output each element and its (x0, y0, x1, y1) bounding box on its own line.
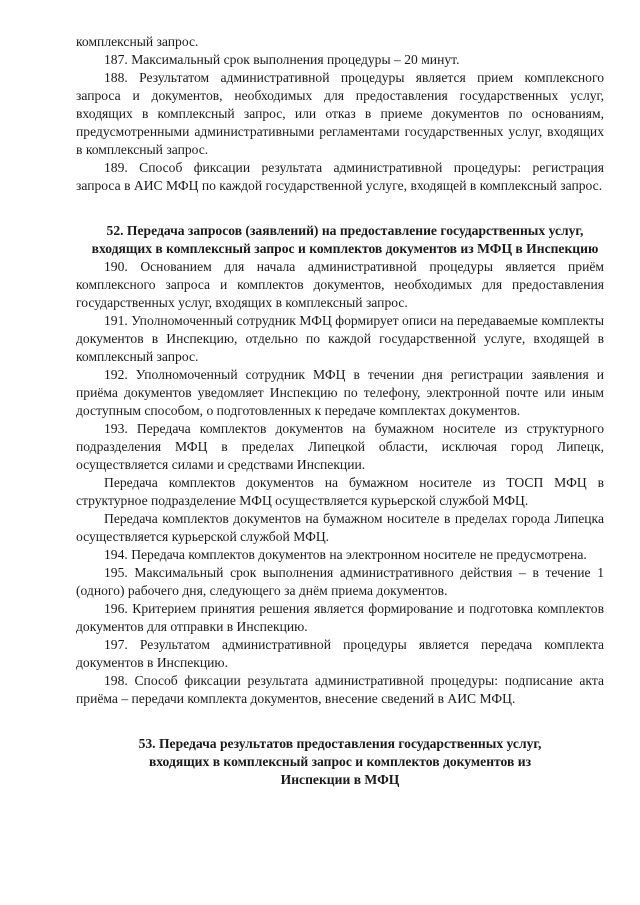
spacer (76, 195, 604, 222)
paragraph-189: 189. Способ фиксации результата административной процедуры: регистрация запроса в АИС МФЦ по каждой государственной услуге, входящей в комплексный запрос. (76, 160, 604, 193)
paragraph-lipetsk-delivery: Передача комплектов документов на бумажном носителе в пределах города Липецка осуществляется курьерской службой МФЦ. (76, 511, 604, 544)
section-heading-53: 53. Передача результатов предоставления государственных услуг, входящих в комплексный запрос и комплектов документов из Инспекции в МФЦ (138, 736, 542, 787)
paragraph-196: 196. Критерием принятия решения является формирование и подготовка комплектов документов для отправки в Инспекцию. (76, 601, 604, 634)
section-heading-52: 52. Передача запросов (заявлений) на предоставление государственных услуг, входящих в комплексный запрос и комплектов документов из МФЦ в Инспекцию (91, 223, 599, 256)
paragraph-continuation: комплексный запрос. (76, 34, 199, 49)
spacer (76, 708, 604, 735)
paragraph-tosp-delivery: Передача комплектов документов на бумажном носителе из ТОСП МФЦ в структурное подразделение МФЦ осуществляется курьерской службой МФЦ. (76, 475, 604, 508)
paragraph-188: 188. Результатом административной процедуры является прием комплексного запроса и документов, необходимых для предоставления государственных услуг, входящих в комплексный запрос, или отказ в приеме документов по основаниям, предусмотренными административными регламентами государственных услуг, входящих в комплексный запрос. (76, 70, 604, 157)
paragraph-195: 195. Максимальный срок выполнения административного действия – в течение 1 (одного) рабочего дня, следующего за днём приема документов. (76, 565, 604, 598)
paragraph-191: 191. Уполномоченный сотрудник МФЦ формирует описи на передаваемые комплекты документов в Инспекцию, отдельно по каждой государственной услуге, входящей в комплексный запрос. (76, 313, 604, 364)
paragraph-192: 192. Уполномоченный сотрудник МФЦ в течении дня регистрации заявления и приёма документов уведомляет Инспекцию по телефону, электронной почте или иным доступным способом, о подготовленных к передаче комплектах документов. (76, 367, 604, 418)
document-page (76, 33, 604, 789)
paragraph-190: 190. Основанием для начала административной процедуры является приём комплексного запроса и комплектов документов, необходимых для предоставления государственных услуг, входящих в комплексный запрос. (76, 259, 604, 310)
paragraph-198: 198. Способ фиксации результата административной процедуры: подписание акта приёма – передачи комплекта документов, внесение сведений в АИС МФЦ. (76, 673, 604, 706)
paragraph-194: 194. Передача комплектов документов на электронном носителе не предусмотрена. (104, 547, 587, 562)
paragraph-193: 193. Передача комплектов документов на бумажном носителе из структурного подразделения МФЦ в пределах Липецкой области, исключая город Липецк, осуществляется силами и средствами Инспекции. (76, 421, 604, 472)
paragraph-197: 197. Результатом административной процедуры является передача комплекта документов в Инспекцию. (76, 637, 604, 670)
paragraph-187: 187. Максимальный срок выполнения процедуры – 20 минут. (104, 52, 460, 67)
